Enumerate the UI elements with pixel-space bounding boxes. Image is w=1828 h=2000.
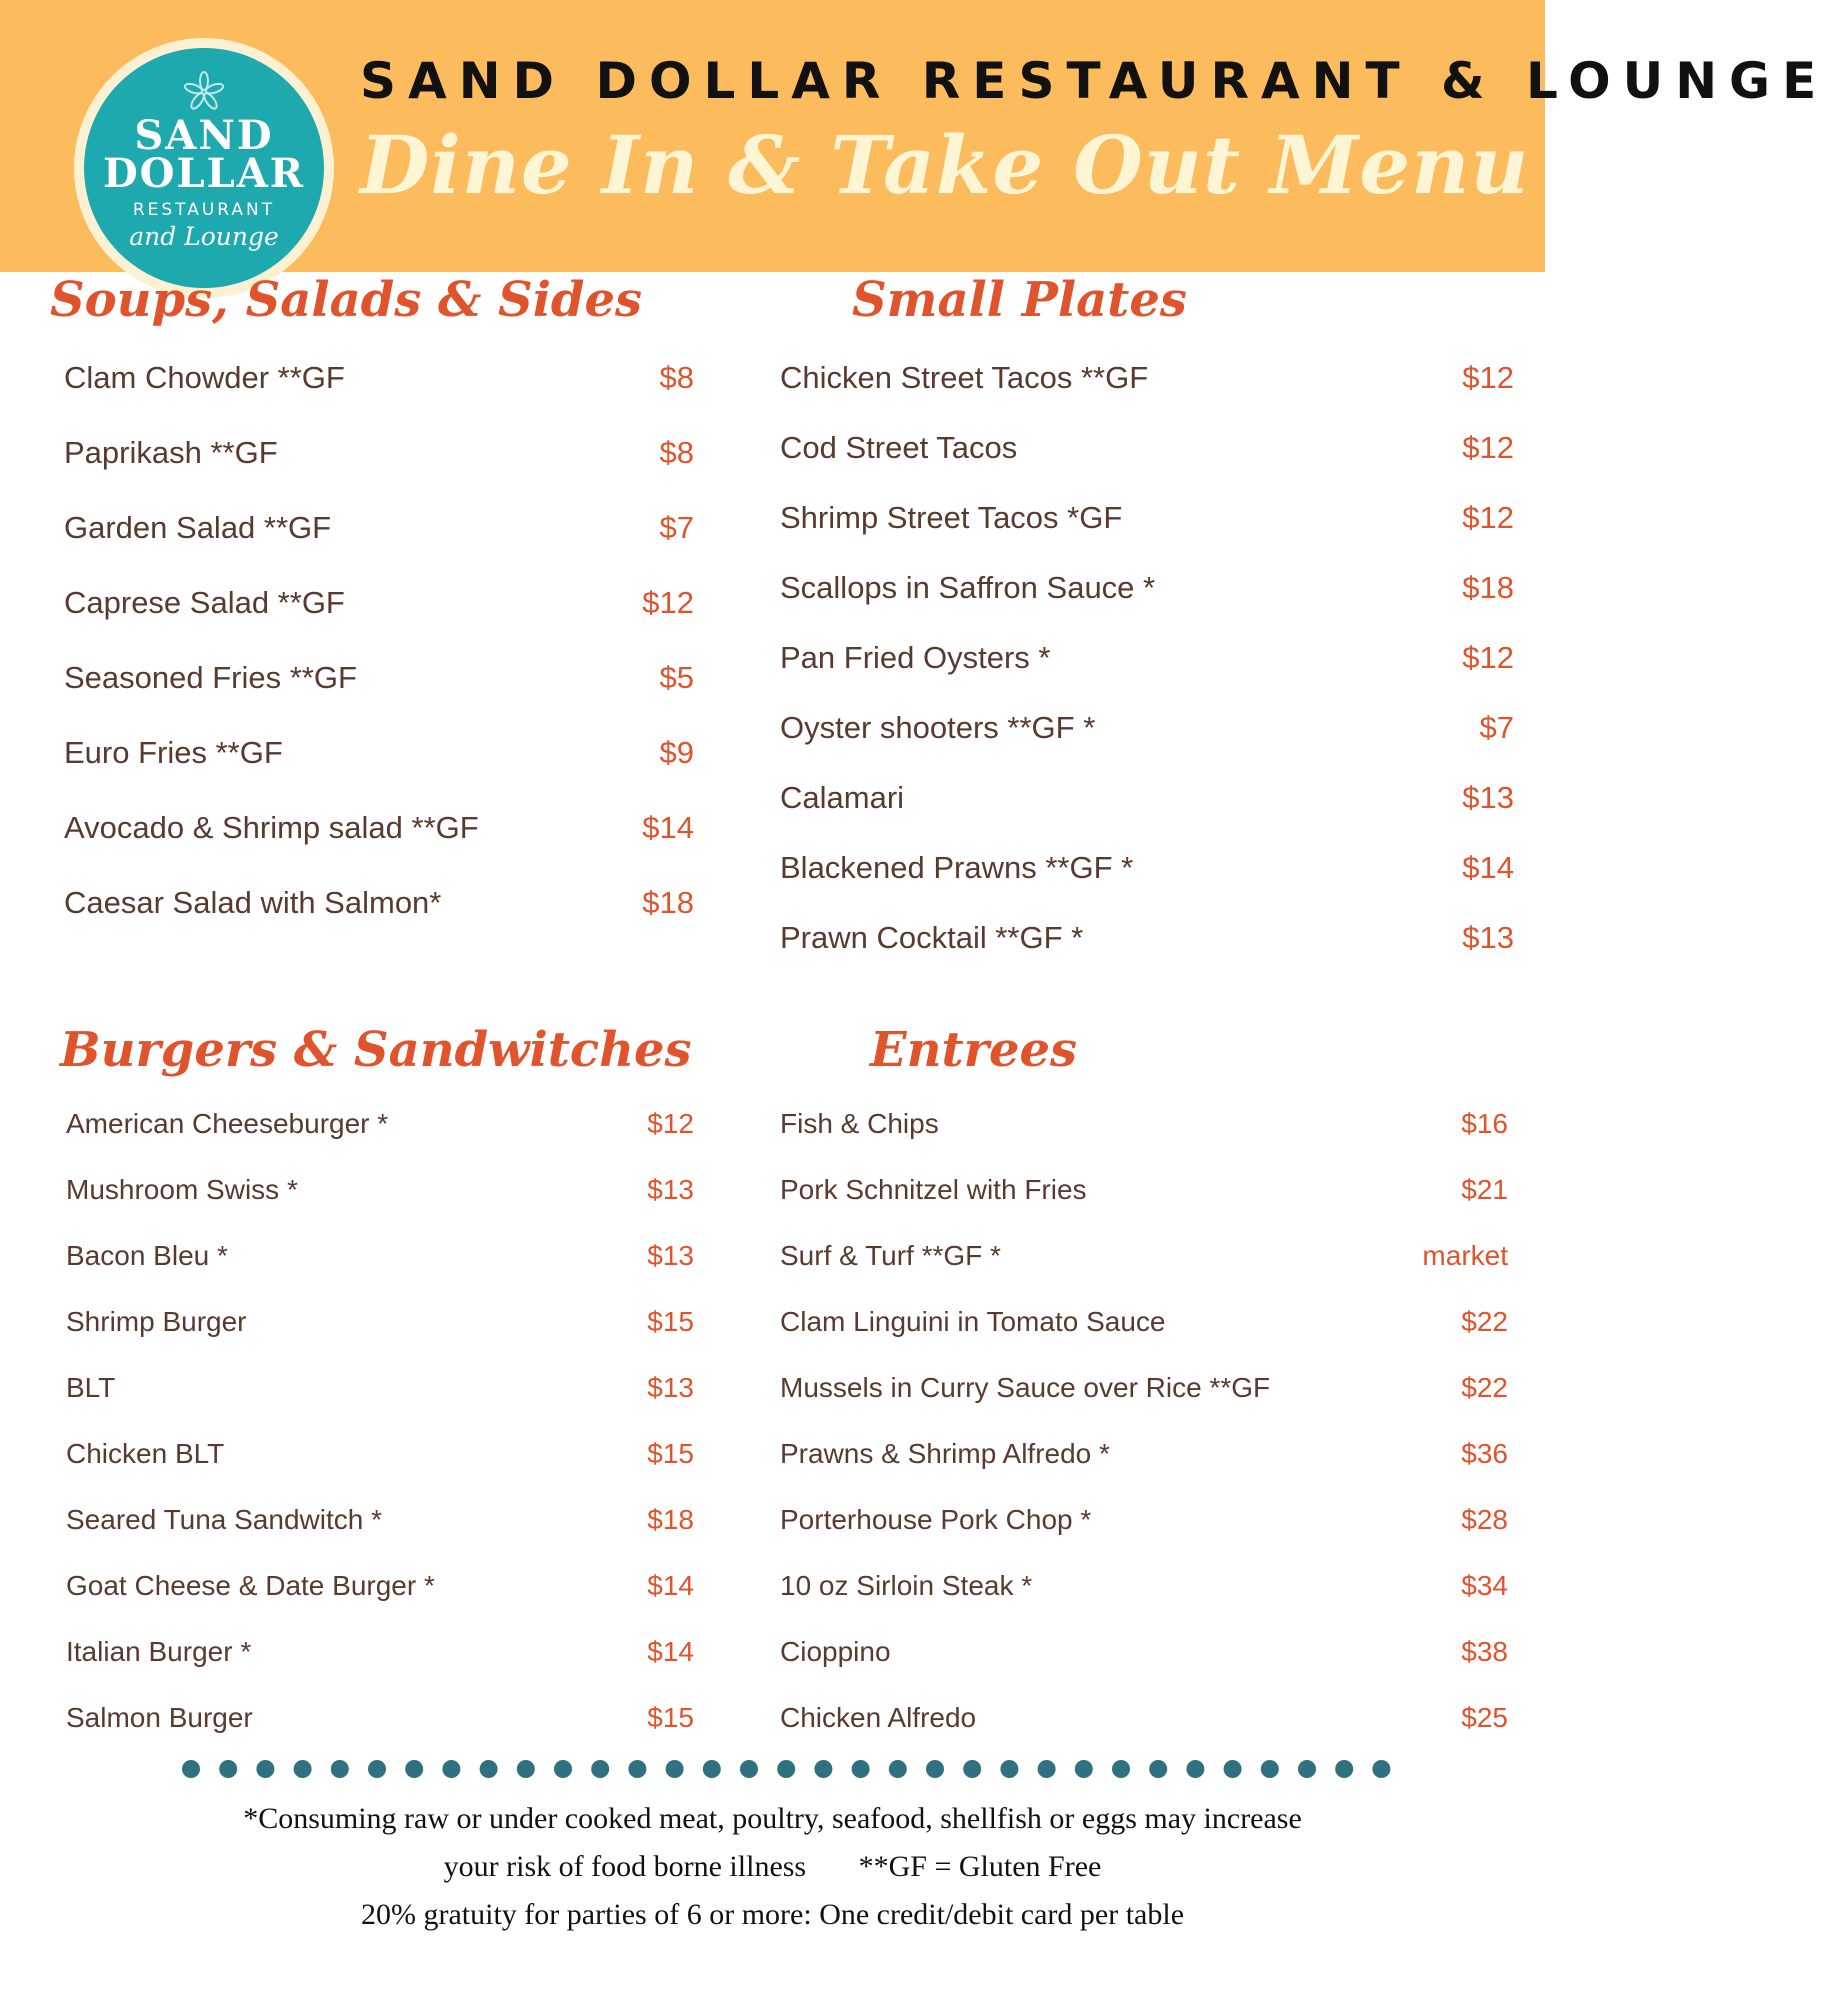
item-price: $13 [1462, 780, 1514, 815]
item-name: Pan Fried Oysters * [780, 640, 1051, 675]
item-name: BLT [66, 1372, 116, 1403]
list-item [780, 1306, 1508, 1354]
divider-dot [331, 1760, 349, 1778]
divider-dot [442, 1760, 460, 1778]
list-item [64, 435, 694, 483]
item-price: $5 [659, 660, 694, 695]
divider-dot [1000, 1760, 1018, 1778]
item-price: $8 [659, 435, 694, 470]
item-name: Calamari [780, 780, 905, 815]
dotted-divider [180, 1758, 1390, 1780]
divider-dot [1261, 1760, 1279, 1778]
item-price: $18 [647, 1504, 694, 1535]
item-name: Italian Burger * [66, 1636, 252, 1667]
list-item [64, 885, 694, 933]
item-price: $18 [642, 885, 694, 920]
item-name: Cioppino [780, 1636, 891, 1667]
item-name: Garden Salad **GF [64, 510, 332, 545]
item-price: $12 [1462, 430, 1514, 465]
divider-dot [368, 1760, 386, 1778]
list-item [780, 1504, 1508, 1552]
divider-dot [889, 1760, 907, 1778]
item-name: Chicken Alfredo [780, 1702, 977, 1733]
menu-title: Dine In & Take Out Menu [360, 118, 1530, 212]
divider-dot [1186, 1760, 1204, 1778]
item-price: $8 [659, 360, 694, 395]
divider-dot [256, 1760, 274, 1778]
item-name: Seared Tuna Sandwitch * [66, 1504, 382, 1535]
list-item [66, 1174, 694, 1222]
item-name: Clam Linguini in Tomato Sauce [780, 1306, 1166, 1337]
divider-dot [1112, 1760, 1130, 1778]
item-price: $9 [659, 735, 694, 770]
item-price: $14 [1462, 850, 1514, 885]
item-name: Euro Fries **GF [64, 735, 283, 770]
list-item [780, 850, 1514, 898]
item-name: Avocado & Shrimp salad **GF [64, 810, 479, 845]
list-item [66, 1438, 694, 1486]
item-name: Fish & Chips [780, 1108, 939, 1139]
divider-dot [1075, 1760, 1093, 1778]
item-name: Surf & Turf **GF * [780, 1240, 1001, 1271]
list-item [64, 360, 694, 408]
list-item [66, 1306, 694, 1354]
divider-dot [963, 1760, 981, 1778]
item-price: $13 [647, 1174, 694, 1205]
sand-dollar-icon [182, 70, 226, 114]
item-name: Seasoned Fries **GF [64, 660, 357, 695]
footer-warning: *Consuming raw or under cooked meat, poultry, seafood, shellfish or eggs may increase [243, 1802, 1302, 1835]
list-item [780, 1240, 1508, 1288]
item-name: Chicken BLT [66, 1438, 225, 1469]
item-price: $12 [1462, 500, 1514, 535]
item-name: Mushroom Swiss * [66, 1174, 298, 1205]
list-item [66, 1372, 694, 1420]
list-item [780, 710, 1514, 758]
item-name: Caesar Salad with Salmon* [64, 885, 442, 920]
item-price: $7 [1479, 710, 1514, 745]
list-item [66, 1702, 694, 1750]
divider-dot [1224, 1760, 1242, 1778]
item-name: Shrimp Burger [66, 1306, 247, 1337]
list-item [780, 1174, 1508, 1222]
list-item [780, 1636, 1508, 1684]
section-title-entrees: Entrees [870, 1022, 1078, 1078]
item-price: $18 [1462, 570, 1514, 605]
item-name: Paprikash **GF [64, 435, 278, 470]
item-price: $12 [1462, 360, 1514, 395]
logo-badge [84, 48, 324, 288]
divider-dot [517, 1760, 535, 1778]
list-item [780, 780, 1514, 828]
item-name: Bacon Bleu * [66, 1240, 228, 1271]
list-item [66, 1570, 694, 1618]
list-item [780, 1438, 1508, 1486]
list-item [780, 920, 1514, 968]
divider-dot [666, 1760, 684, 1778]
item-name: Cod Street Tacos [780, 430, 1018, 465]
item-price: $12 [647, 1108, 694, 1139]
item-name: Porterhouse Pork Chop * [780, 1504, 1092, 1535]
item-name: Mussels in Curry Sauce over Rice **GF [780, 1372, 1271, 1403]
item-price: market [1422, 1240, 1508, 1271]
divider-dot [219, 1760, 237, 1778]
divider-dot [852, 1760, 870, 1778]
item-price: $22 [1461, 1372, 1508, 1403]
logo-text-restaurant: RESTAURANT [132, 200, 276, 220]
list-item [64, 810, 694, 858]
item-name: Blackened Prawns **GF * [780, 850, 1134, 885]
item-name: Scallops in Saffron Sauce * [780, 570, 1156, 605]
divider-dot [777, 1760, 795, 1778]
item-price: $38 [1461, 1636, 1508, 1667]
list-item [780, 1570, 1508, 1618]
item-name: Pork Schnitzel with Fries [780, 1174, 1087, 1205]
item-name: Chicken Street Tacos **GF [780, 360, 1149, 395]
item-name: Goat Cheese & Date Burger * [66, 1570, 435, 1601]
item-price: $36 [1461, 1438, 1508, 1469]
list-item [780, 1702, 1508, 1750]
list-item [64, 735, 694, 783]
footer-gratuity-note: 20% gratuity for parties of 6 or more: One credit/debit card per table [360, 1898, 1185, 1931]
logo-text-sand: SAND [134, 112, 274, 159]
list-item [780, 640, 1514, 688]
list-item [66, 1108, 694, 1156]
header-banner [0, 0, 1828, 272]
item-price: $13 [647, 1372, 694, 1403]
item-price: $34 [1461, 1570, 1508, 1601]
list-item [66, 1504, 694, 1552]
list-item [780, 430, 1514, 478]
item-price: $12 [642, 585, 694, 620]
item-name: Salmon Burger [66, 1702, 253, 1733]
item-price: $14 [647, 1570, 694, 1601]
item-price: $7 [659, 510, 694, 545]
divider-dot [926, 1760, 944, 1778]
item-name: 10 oz Sirloin Steak * [780, 1570, 1033, 1601]
list-item [66, 1240, 694, 1288]
logo [74, 38, 334, 298]
divider-dot [1372, 1760, 1390, 1778]
list-item [780, 360, 1514, 408]
section-title-burgers: Burgers & Sandwitches [60, 1022, 692, 1078]
list-item [780, 500, 1514, 548]
divider-dot [294, 1760, 312, 1778]
item-price: $14 [642, 810, 694, 845]
list-item [64, 660, 694, 708]
list-item [66, 1636, 694, 1684]
item-price: $16 [1461, 1108, 1508, 1139]
divider-dot [628, 1760, 646, 1778]
item-price: $13 [647, 1240, 694, 1271]
divider-dot [480, 1760, 498, 1778]
section-title-small-plates: Small Plates [852, 272, 1187, 328]
list-item [780, 1108, 1508, 1156]
item-price: $13 [1462, 920, 1514, 955]
item-price: $21 [1461, 1174, 1508, 1205]
divider-dot [703, 1760, 721, 1778]
item-name: Caprese Salad **GF [64, 585, 345, 620]
logo-text-lounge: and Lounge [129, 222, 279, 251]
list-item [780, 570, 1514, 618]
item-price: $15 [647, 1306, 694, 1337]
item-name: Oyster shooters **GF * [780, 710, 1096, 745]
item-price: $22 [1461, 1306, 1508, 1337]
divider-dot [405, 1760, 423, 1778]
item-name: Shrimp Street Tacos *GF [780, 500, 1123, 535]
item-price: $12 [1462, 640, 1514, 675]
logo-text-dollar: DOLLAR [102, 150, 306, 197]
divider-dot [814, 1760, 832, 1778]
divider-dot [1335, 1760, 1353, 1778]
section-title-soups: Soups, Salads & Sides [50, 272, 643, 328]
item-name: American Cheeseburger * [66, 1108, 389, 1139]
item-price: $28 [1461, 1504, 1508, 1535]
divider-dot [554, 1760, 572, 1778]
item-price: $14 [647, 1636, 694, 1667]
item-price: $15 [647, 1702, 694, 1733]
list-item [64, 510, 694, 558]
divider-dot [1298, 1760, 1316, 1778]
list-item [780, 1372, 1508, 1420]
item-name: Prawns & Shrimp Alfredo * [780, 1438, 1110, 1469]
divider-dot [591, 1760, 609, 1778]
divider-dot [740, 1760, 758, 1778]
restaurant-name: SAND DOLLAR RESTAURANT & LOUNGE [360, 52, 1828, 110]
item-name: Clam Chowder **GF [64, 360, 345, 395]
item-price: $15 [647, 1438, 694, 1469]
footer-gluten-note: your risk of food borne illness **GF = Gluten Free [443, 1850, 1102, 1883]
divider-dot [1038, 1760, 1056, 1778]
list-item [64, 585, 694, 633]
divider-dot [1149, 1760, 1167, 1778]
divider-dot [182, 1760, 200, 1778]
item-name: Prawn Cocktail **GF * [780, 920, 1084, 955]
item-price: $25 [1461, 1702, 1508, 1733]
